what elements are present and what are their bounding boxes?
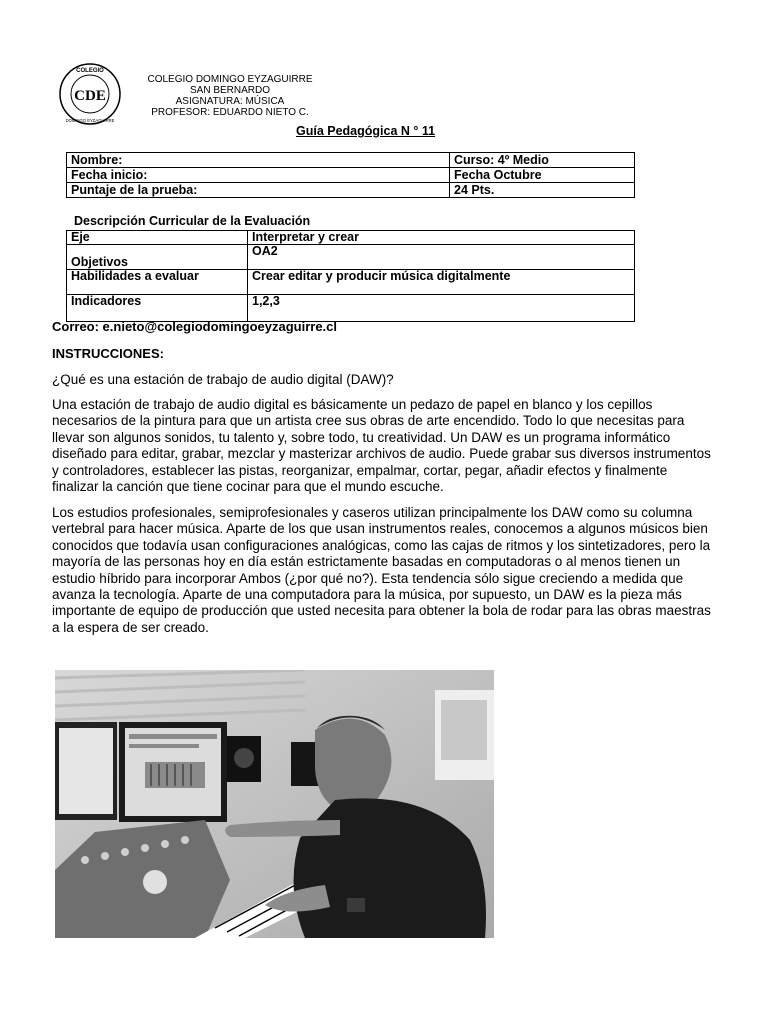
- studio-photo: [55, 670, 494, 938]
- date-value: Fecha Octubre: [450, 168, 635, 183]
- axis-value: Interpretar y crear: [248, 231, 635, 245]
- instructions-heading: INSTRUCCIONES:: [52, 346, 164, 361]
- axis-label: Eje: [67, 231, 248, 245]
- logo-monogram: CDE: [74, 88, 106, 104]
- logo-bottom-text: DOMINGO EYZAGUIRRE: [65, 118, 115, 123]
- table-row: [67, 270, 635, 295]
- paragraph-1: Una estación de trabajo de audio digital es básicamente un pedazo de papel en blanco y los cepillos necesarios de la pintura para que un artista cree sus obras de arte encendido. Todo lo que necesitas para llevar son algunos sonidos, tu talento y, sobre todo, tu creatividad. Un DAW es un programa informático diseñado para editar, grabar, mezclar y masterizar archivos de audio. Puede grabar sus diversos instrumentos y controladores, establecer las pistas, reorganizar, empalmar, cortar, pegar, añadir efectos y finalmente finalizar la canción que tiene cocinar para que el mundo escuche.: [52, 397, 711, 495]
- school-logo: [58, 62, 122, 126]
- logo-top-text: COLEGIO: [76, 68, 104, 74]
- student-info-table: [66, 152, 635, 198]
- table-row: [67, 245, 635, 270]
- score-label: Puntaje de la prueba:: [67, 183, 450, 198]
- indicators-value: 1,2,3: [248, 295, 635, 322]
- objectives-value: OA2: [248, 245, 635, 270]
- paragraph-2: Los estudios profesionales, semiprofesionales y caseros utilizan principalmente los DAW como su columna vertebral para hacer música. Aparte de los que usan instrumentos reales, conocemos a algunos músicos bien conocidos que todavía usan configuraciones analógicas, como las cajas de ritmos y los sintetizadores, pero la mayoría de las personas hoy en día están estrictamente basadas en computadoras o al menos tienen un estudio híbrido para incorporar Ambos (¿por qué no?). Esta tendencia sólo sigue creciendo a medida que avanza la tecnología. Aparte de una computadora para la música, por supuesto, un DAW es la pieza más importante de equipo de producción que usted necesita para obtener la bola de rodar para las obras maestras a la espera de ser creado.: [52, 505, 711, 635]
- question-text: ¿Qué es una estación de trabajo de audio digital (DAW)?: [52, 372, 394, 387]
- guide-title: Guía Pedagógica N ° 11: [296, 124, 436, 138]
- table-row: [67, 168, 635, 183]
- table-row: [67, 295, 635, 322]
- indicators-label: Indicadores: [67, 295, 248, 322]
- start-date-label: Fecha inicio:: [67, 168, 450, 183]
- table-row: [67, 231, 635, 245]
- table-row: [67, 183, 635, 198]
- teacher-line: PROFESOR: EDUARDO NIETO C.: [151, 107, 309, 118]
- objectives-label: Objetivos: [67, 245, 248, 270]
- table-row: [67, 153, 635, 168]
- skills-value: Crear editar y producir música digitalmente: [248, 270, 635, 295]
- name-label: Nombre:: [67, 153, 450, 168]
- curriculum-table: [66, 230, 635, 322]
- school-city: SAN BERNARDO: [189, 85, 270, 96]
- email-line: Correo: e.nieto@colegiodomingoeyzaguirre.cl: [52, 319, 337, 334]
- score-value: 24 Pts.: [450, 183, 635, 198]
- school-name: COLEGIO DOMINGO EYZAGUIRRE: [147, 74, 313, 85]
- curriculum-title: Descripción Curricular de la Evaluación: [74, 214, 311, 228]
- subject-line: ASIGNATURA: MÚSICA: [175, 96, 285, 107]
- school-header: [130, 74, 330, 118]
- skills-label: Habilidades a evaluar: [67, 270, 248, 295]
- course-value: Curso: 4º Medio: [450, 153, 635, 168]
